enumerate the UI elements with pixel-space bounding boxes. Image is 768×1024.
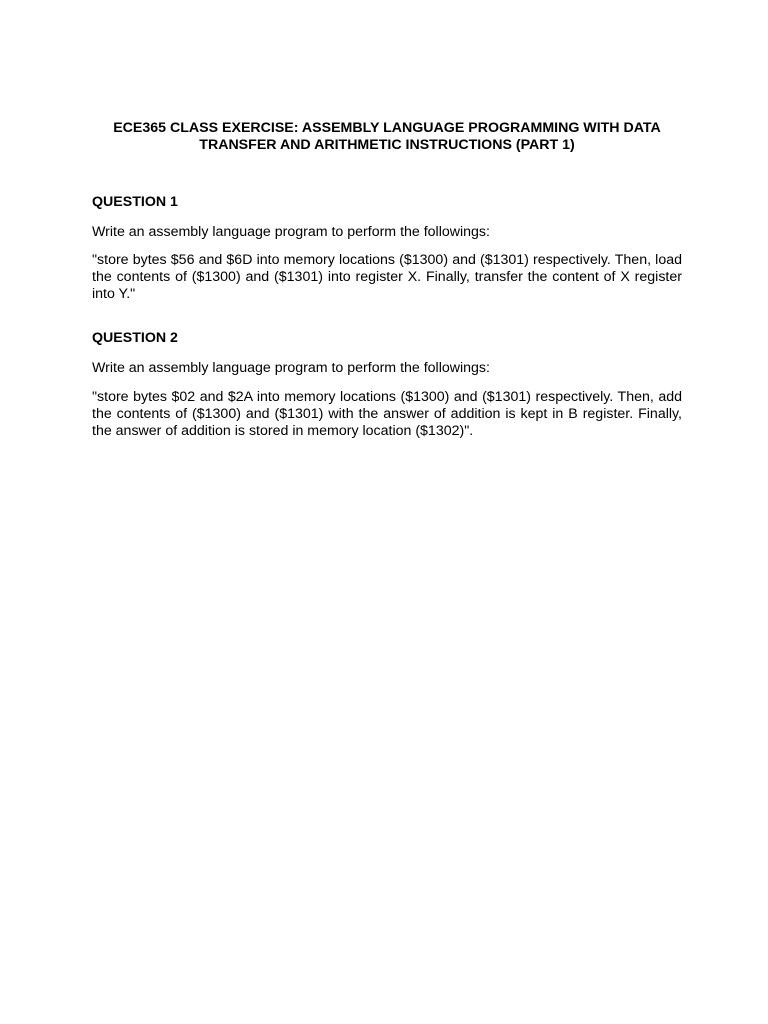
document-title: ECE365 CLASS EXERCISE: ASSEMBLY LANGUAGE PROGRAMMING WITH DATA TRANSFER AND ARITHMETIC INSTRUCTIONS (PART 1) [113, 120, 661, 153]
question-1-intro: Write an assembly language program to perform the followings: [92, 224, 490, 240]
question-2-body: "store bytes $02 and $2A into memory locations ($1300) and ($1301) respectively. Then, add the contents of ($1300) and ($1301) with the answer of addition is kept in B register. Finally, the answer of addition is stored in memory location ($1302)". [92, 389, 682, 439]
question-2-heading: QUESTION 2 [92, 330, 178, 346]
question-1-body: "store bytes $56 and $6D into memory locations ($1300) and ($1301) respectively. Then, load the contents of ($1300) and ($1301) into register X. Finally, transfer the content of X register into Y." [92, 252, 682, 302]
question-2-intro: Write an assembly language program to perform the followings: [92, 360, 490, 376]
question-1-heading: QUESTION 1 [92, 194, 178, 210]
